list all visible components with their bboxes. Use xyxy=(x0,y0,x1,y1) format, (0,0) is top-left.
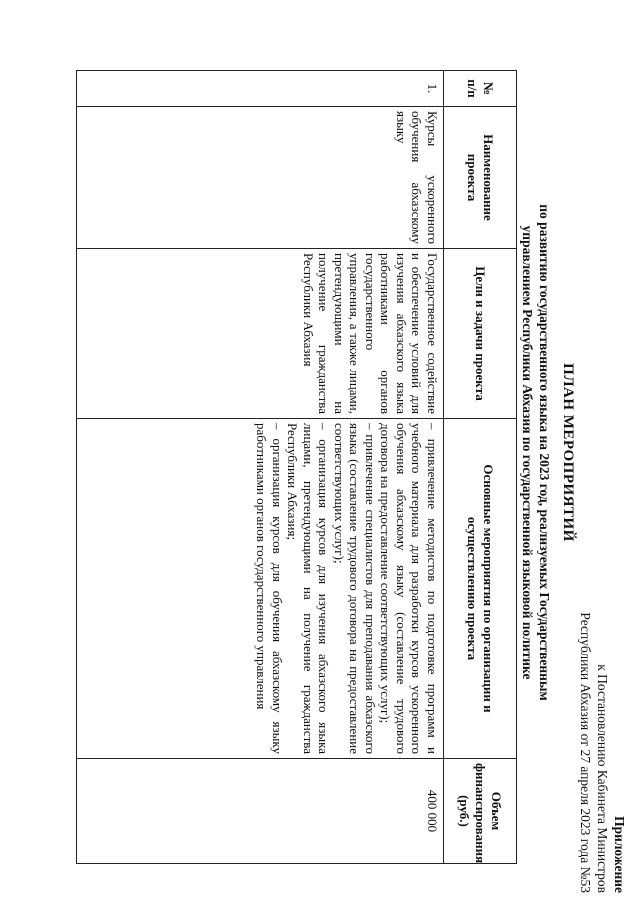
activity-item: – привлечение специалистов для преподавания абхазского языка (составление трудового договора на предоставление соответствующих услуг); xyxy=(332,423,378,754)
appendix-line-2: Республики Абхазия от 27 апреля 2023 года №53 xyxy=(578,612,593,893)
appendix-heading: Приложение xyxy=(612,816,627,893)
cell-num: 1. xyxy=(77,71,444,107)
table-header-row xyxy=(444,71,517,864)
table-row xyxy=(77,71,444,864)
header-name: Наименование проекта xyxy=(444,107,517,249)
header-num: № п/п xyxy=(444,71,517,107)
cell-funding: 400 000 xyxy=(77,759,444,864)
cell-activities xyxy=(77,419,444,759)
activity-item: – организация курсов для изучения абхазского языка лицами, претендующими на получение гражданства Республики Абхазия; xyxy=(285,423,332,754)
document-subtitle-1: по развитию государственного языка на 2023 год, реализуемых Государственным xyxy=(537,204,552,701)
document-title: ПЛАН МЕРОПРИЯТИЙ xyxy=(560,363,576,542)
header-funding: Объем финансирования (руб.) xyxy=(444,759,517,864)
header-goals: Цели и задачи проекта xyxy=(444,249,517,419)
appendix-line-1: к Постановлению Кабинета Министров xyxy=(595,664,610,893)
cell-project-name: Курсы ускоренного обучения абхазскому языку xyxy=(77,107,444,249)
activity-item: – привлечение методистов по подготовке программ и учебного материала для разработки курсов ускоренного обучения абхазскому языку (составление трудового договора на предоставление соответствующих услуг); xyxy=(378,423,440,754)
header-activities: Основные мероприятия по организации и осуществлению проекта xyxy=(444,419,517,759)
plan-table xyxy=(76,70,517,864)
cell-goals: Государственное содействие и обеспечение условий для изучения абхазского языка работниками органов государственного управления, а также лицами, претендующими на получение гражданства Республики Абхазия xyxy=(77,249,444,419)
document-title-block xyxy=(519,0,576,905)
document-subtitle-2: управлением Республики Абхазия по государственной языковой политике xyxy=(520,225,535,680)
appendix-note xyxy=(577,612,628,893)
activity-item: – организация курсов для обучения абхазскому языку работниками органов государственного управления xyxy=(254,423,285,754)
